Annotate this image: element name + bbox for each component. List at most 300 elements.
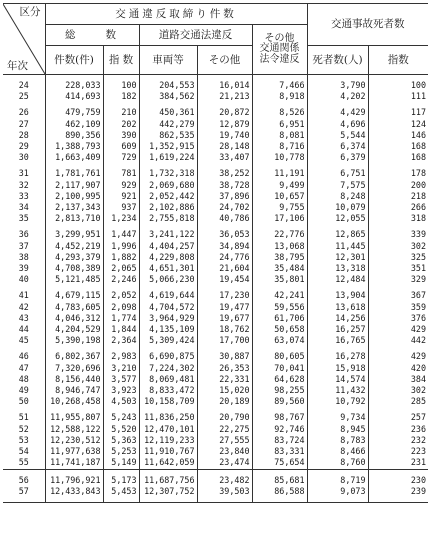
death-index-cell: 302 <box>368 241 428 252</box>
death-index-cell: 367 <box>368 290 428 301</box>
vehicles-cell: 7,224,302 <box>139 363 197 374</box>
table-row <box>3 91 428 102</box>
fatalities-title: 交通事故死者数 <box>307 4 428 46</box>
table-row <box>3 152 428 163</box>
others-cell: 24,702 <box>197 202 252 213</box>
table-header <box>3 4 428 75</box>
others-cell: 15,020 <box>197 385 252 396</box>
year-cell: 34 <box>18 202 29 213</box>
total-cases-cell: 11,796,921 <box>45 475 103 486</box>
death-index-cell: 218 <box>368 191 428 202</box>
deaths-cell: 8,719 <box>307 475 368 486</box>
total-index-cell: 2,364 <box>103 335 139 346</box>
death-index-cell: 200 <box>368 180 428 191</box>
year-cell: 37 <box>18 240 29 251</box>
death-index-cell: 442 <box>368 335 428 346</box>
vehicles-cell: 11,836,250 <box>139 412 197 423</box>
others-cell: 24,776 <box>197 252 252 263</box>
others-cell: 20,790 <box>197 412 252 423</box>
deaths-cell: 16,765 <box>307 335 368 346</box>
total-cases-cell: 12,230,512 <box>45 435 103 446</box>
vehicles-cell: 4,404,257 <box>139 241 197 252</box>
vehicles-cell: 8,833,472 <box>139 385 197 396</box>
deaths-cell: 9,073 <box>307 486 368 497</box>
table-row <box>3 475 428 486</box>
death-index-cell: 236 <box>368 424 428 435</box>
deaths-cell: 12,055 <box>307 213 368 224</box>
others-cell: 19,677 <box>197 313 252 324</box>
others-cell: 22,275 <box>197 424 252 435</box>
vehicles-cell: 11,642,059 <box>139 457 197 469</box>
total-cases-cell: 462,109 <box>45 119 103 130</box>
other-law-cell: 6,951 <box>252 119 307 130</box>
total-label: 総 数 <box>45 25 139 46</box>
table-row <box>3 424 428 435</box>
table-row <box>3 457 428 469</box>
others-cell: 38,252 <box>197 168 252 179</box>
total-cases-cell: 8,946,747 <box>45 385 103 396</box>
table-row <box>3 119 428 130</box>
other-law-cell: 92,746 <box>252 424 307 435</box>
death-index-cell: 178 <box>368 168 428 179</box>
total-index-cell: 921 <box>103 191 139 202</box>
others-cell: 36,053 <box>197 229 252 240</box>
year-cell: 33 <box>18 190 29 201</box>
total-index-cell: 5,453 <box>103 486 139 497</box>
table-row <box>3 446 428 457</box>
others-cell: 19,454 <box>197 274 252 285</box>
year-cell: 29 <box>18 141 29 152</box>
death-index-cell: 239 <box>368 486 428 497</box>
others-cell: 38,728 <box>197 180 252 191</box>
year-cell: 26 <box>18 107 29 118</box>
year-cell: 38 <box>18 251 29 262</box>
total-index-cell: 3,210 <box>103 363 139 374</box>
table-row <box>3 180 428 191</box>
others-cell: 33,407 <box>197 152 252 163</box>
death-index-cell: 111 <box>368 91 428 102</box>
others-cell: 16,014 <box>197 80 252 91</box>
total-cases-cell: 414,693 <box>45 91 103 102</box>
total-index-cell: 202 <box>103 119 139 130</box>
table-row <box>3 486 428 497</box>
deaths-cell: 8,466 <box>307 446 368 457</box>
death-index-cell: 146 <box>368 130 428 141</box>
table-row <box>3 412 428 423</box>
total-index-cell: 100 <box>103 80 139 91</box>
vehicles-cell: 11,910,767 <box>139 446 197 457</box>
others-cell: 30,887 <box>197 351 252 362</box>
total-index-cell: 937 <box>103 202 139 213</box>
others-cell: 40,786 <box>197 213 252 224</box>
total-cases-cell: 8,156,440 <box>45 374 103 385</box>
total-cases-cell: 12,433,843 <box>45 486 103 497</box>
death-index-cell: 318 <box>368 213 428 224</box>
death-index-cell: 325 <box>368 252 428 263</box>
death-index-cell: 329 <box>368 274 428 285</box>
other-law-cell: 8,081 <box>252 130 307 141</box>
total-index-cell: 210 <box>103 107 139 118</box>
vehicles-cell: 1,619,224 <box>139 152 197 163</box>
year-cell: 49 <box>18 385 29 396</box>
total-index-cell: 2,098 <box>103 302 139 313</box>
corner-label-category: 区分 <box>19 6 41 18</box>
bottom-rule <box>3 502 428 503</box>
deaths-cell: 8,783 <box>307 435 368 446</box>
death-index-cell: 230 <box>368 475 428 486</box>
total-cases-cell: 1,663,409 <box>45 152 103 163</box>
other-law-cell: 83,724 <box>252 435 307 446</box>
death-index-cell: 302 <box>368 385 428 396</box>
total-cases-cell: 4,046,312 <box>45 313 103 324</box>
year-cell: 53 <box>18 434 29 445</box>
total-index-cell: 2,052 <box>103 290 139 301</box>
year-cell: 42 <box>18 301 29 312</box>
year-cell: 27 <box>18 118 29 129</box>
others-cell: 20,189 <box>197 396 252 407</box>
other-law-cell: 98,767 <box>252 412 307 423</box>
other-law-cell: 75,654 <box>252 457 307 469</box>
death-index-cell: 351 <box>368 263 428 274</box>
death-index-cell: 266 <box>368 202 428 213</box>
deaths-cell: 13,904 <box>307 290 368 301</box>
vehicles-cell: 5,309,424 <box>139 335 197 346</box>
vehicles-cell: 2,069,680 <box>139 180 197 191</box>
other-law-cell: 9,499 <box>252 180 307 191</box>
other-law-cell: 8,918 <box>252 91 307 102</box>
total-cases-cell: 2,813,710 <box>45 213 103 224</box>
other-law-cell: 11,191 <box>252 168 307 179</box>
total-cases-cell: 1,388,793 <box>45 141 103 152</box>
table-row <box>3 385 428 396</box>
col-vehicles: 車両等 <box>139 46 197 75</box>
death-index-cell: 384 <box>368 374 428 385</box>
vehicles-cell: 12,470,101 <box>139 424 197 435</box>
others-cell: 28,148 <box>197 141 252 152</box>
table-row <box>3 191 428 202</box>
others-cell: 22,331 <box>197 374 252 385</box>
total-cases-cell: 11,977,638 <box>45 446 103 457</box>
other-law-cell: 13,068 <box>252 241 307 252</box>
deaths-cell: 16,257 <box>307 324 368 335</box>
table-row <box>3 363 428 374</box>
death-index-cell: 429 <box>368 324 428 335</box>
others-cell: 19,477 <box>197 302 252 313</box>
other-law-cell: 89,560 <box>252 396 307 407</box>
deaths-cell: 8,760 <box>307 457 368 469</box>
other-law-cell: 8,526 <box>252 107 307 118</box>
deaths-cell: 4,429 <box>307 107 368 118</box>
table-row <box>3 263 428 274</box>
total-cases-cell: 5,121,485 <box>45 274 103 285</box>
traffic-violation-table <box>3 3 428 502</box>
total-cases-cell: 12,588,122 <box>45 424 103 435</box>
total-index-cell: 1,234 <box>103 213 139 224</box>
others-cell: 18,762 <box>197 324 252 335</box>
table-row <box>3 107 428 118</box>
year-cell: 43 <box>18 312 29 323</box>
total-index-cell: 182 <box>103 91 139 102</box>
vehicles-cell: 1,352,915 <box>139 141 197 152</box>
other-law-cell: 10,657 <box>252 191 307 202</box>
other-law-cell: 35,801 <box>252 274 307 285</box>
year-cell: 50 <box>18 396 29 407</box>
total-cases-cell: 2,137,343 <box>45 202 103 213</box>
year-cell: 45 <box>18 335 29 346</box>
table-row <box>3 396 428 407</box>
vehicles-cell: 2,102,886 <box>139 202 197 213</box>
vehicles-cell: 384,562 <box>139 91 197 102</box>
deaths-cell: 8,945 <box>307 424 368 435</box>
other-law-cell: 35,484 <box>252 263 307 274</box>
death-index-cell: 231 <box>368 457 428 469</box>
other-law-cell: 9,755 <box>252 202 307 213</box>
table-row <box>3 274 428 285</box>
others-cell: 21,604 <box>197 263 252 274</box>
deaths-cell: 8,248 <box>307 191 368 202</box>
year-cell: 44 <box>18 324 29 335</box>
vehicles-cell: 2,755,818 <box>139 213 197 224</box>
total-index-cell: 609 <box>103 141 139 152</box>
table-row <box>3 335 428 346</box>
death-index-cell: 124 <box>368 119 428 130</box>
deaths-cell: 12,301 <box>307 252 368 263</box>
total-cases-cell: 4,708,389 <box>45 263 103 274</box>
vehicles-cell: 12,119,233 <box>139 435 197 446</box>
total-cases-cell: 4,204,529 <box>45 324 103 335</box>
corner-label-year: 年次 <box>7 59 28 72</box>
other-law-label-line: その他 <box>264 32 295 44</box>
table-row <box>3 141 428 152</box>
death-index-cell: 359 <box>368 302 428 313</box>
vehicles-cell: 4,651,301 <box>139 263 197 274</box>
deaths-cell: 14,256 <box>307 313 368 324</box>
deaths-cell: 6,751 <box>307 168 368 179</box>
others-cell: 21,213 <box>197 91 252 102</box>
total-index-cell: 729 <box>103 152 139 163</box>
vehicles-cell: 1,732,318 <box>139 168 197 179</box>
table-row <box>3 168 428 179</box>
total-index-cell: 5,149 <box>103 457 139 469</box>
total-index-cell: 1,844 <box>103 324 139 335</box>
total-index-cell: 1,447 <box>103 229 139 240</box>
total-cases-cell: 7,320,696 <box>45 363 103 374</box>
other-law-cell: 64,628 <box>252 374 307 385</box>
other-law-cell: 70,041 <box>252 363 307 374</box>
total-index-cell: 929 <box>103 180 139 191</box>
total-index-cell: 5,243 <box>103 412 139 423</box>
table-row <box>3 229 428 240</box>
year-cell: 39 <box>18 263 29 274</box>
violations-title: 交通違反取締り件数 <box>45 4 307 25</box>
others-cell: 20,872 <box>197 107 252 118</box>
year-cell: 57 <box>18 485 29 496</box>
deaths-cell: 13,618 <box>307 302 368 313</box>
table-row <box>3 302 428 313</box>
other-law-cell: 50,658 <box>252 324 307 335</box>
total-index-cell: 2,065 <box>103 263 139 274</box>
total-cases-cell: 2,117,907 <box>45 180 103 191</box>
other-law-cell: 98,255 <box>252 385 307 396</box>
table-body <box>3 75 428 502</box>
vehicles-cell: 442,279 <box>139 119 197 130</box>
other-law-cell: 86,588 <box>252 486 307 497</box>
other-law-label <box>252 25 307 75</box>
table-row <box>3 241 428 252</box>
table-row <box>3 374 428 385</box>
other-law-cell: 80,605 <box>252 351 307 362</box>
statistics-sheet <box>3 3 428 503</box>
vehicles-cell: 4,229,808 <box>139 252 197 263</box>
total-index-cell: 3,923 <box>103 385 139 396</box>
total-cases-cell: 4,679,115 <box>45 290 103 301</box>
total-cases-cell: 228,033 <box>45 80 103 91</box>
death-index-cell: 420 <box>368 363 428 374</box>
vehicles-cell: 8,069,481 <box>139 374 197 385</box>
others-cell: 23,474 <box>197 457 252 469</box>
year-cell: 47 <box>18 362 29 373</box>
table-row <box>3 130 428 141</box>
deaths-cell: 12,484 <box>307 274 368 285</box>
table-row <box>3 213 428 224</box>
others-cell: 19,740 <box>197 130 252 141</box>
table-row <box>3 313 428 324</box>
year-cell: 52 <box>18 423 29 434</box>
deaths-cell: 10,792 <box>307 396 368 407</box>
vehicles-cell: 3,241,122 <box>139 229 197 240</box>
others-cell: 17,230 <box>197 290 252 301</box>
others-cell: 27,555 <box>197 435 252 446</box>
total-cases-cell: 6,802,367 <box>45 351 103 362</box>
year-cell: 46 <box>18 351 29 362</box>
col-index: 指 数 <box>103 46 139 75</box>
other-law-cell: 17,106 <box>252 213 307 224</box>
vehicles-cell: 450,361 <box>139 107 197 118</box>
other-law-cell: 85,681 <box>252 475 307 486</box>
deaths-cell: 11,432 <box>307 385 368 396</box>
total-cases-cell: 1,781,761 <box>45 168 103 179</box>
death-index-cell: 168 <box>368 152 428 163</box>
table-row <box>3 324 428 335</box>
others-cell: 23,840 <box>197 446 252 457</box>
col-death-index: 指数 <box>368 46 428 75</box>
total-cases-cell: 890,356 <box>45 130 103 141</box>
year-cell: 48 <box>18 373 29 384</box>
total-cases-cell: 11,741,187 <box>45 457 103 469</box>
total-cases-cell: 4,783,605 <box>45 302 103 313</box>
death-index-cell: 257 <box>368 412 428 423</box>
others-cell: 26,353 <box>197 363 252 374</box>
vehicles-cell: 5,066,230 <box>139 274 197 285</box>
others-cell: 23,482 <box>197 475 252 486</box>
vehicles-cell: 6,690,875 <box>139 351 197 362</box>
total-index-cell: 1,774 <box>103 313 139 324</box>
vehicles-cell: 4,619,644 <box>139 290 197 301</box>
death-index-cell: 223 <box>368 446 428 457</box>
total-index-cell: 781 <box>103 168 139 179</box>
year-cell: 28 <box>18 129 29 140</box>
year-cell: 36 <box>18 229 29 240</box>
death-index-cell: 100 <box>368 80 428 91</box>
vehicles-cell: 10,158,709 <box>139 396 197 407</box>
total-index-cell: 5,520 <box>103 424 139 435</box>
deaths-cell: 11,445 <box>307 241 368 252</box>
total-cases-cell: 479,759 <box>45 107 103 118</box>
col-deaths: 死者数(人) <box>307 46 368 75</box>
death-index-cell: 232 <box>368 435 428 446</box>
deaths-cell: 14,574 <box>307 374 368 385</box>
other-law-cell: 7,466 <box>252 80 307 91</box>
deaths-cell: 6,379 <box>307 152 368 163</box>
total-index-cell: 5,363 <box>103 435 139 446</box>
deaths-cell: 13,318 <box>307 263 368 274</box>
total-index-cell: 2,983 <box>103 351 139 362</box>
death-index-cell: 376 <box>368 313 428 324</box>
deaths-cell: 12,865 <box>307 229 368 240</box>
table-row <box>3 202 428 213</box>
table-row <box>3 290 428 301</box>
total-index-cell: 1,882 <box>103 252 139 263</box>
year-cell: 51 <box>18 412 29 423</box>
table-row <box>3 252 428 263</box>
year-cell: 41 <box>18 290 29 301</box>
col-cases: 件数(件) <box>45 46 103 75</box>
other-law-cell: 63,074 <box>252 335 307 346</box>
other-law-cell: 42,241 <box>252 290 307 301</box>
table-row <box>3 435 428 446</box>
deaths-cell: 10,079 <box>307 202 368 213</box>
total-index-cell: 390 <box>103 130 139 141</box>
other-law-cell: 38,795 <box>252 252 307 263</box>
vehicles-cell: 862,535 <box>139 130 197 141</box>
total-cases-cell: 10,268,458 <box>45 396 103 407</box>
deaths-cell: 6,374 <box>307 141 368 152</box>
total-index-cell: 4,503 <box>103 396 139 407</box>
total-cases-cell: 5,390,198 <box>45 335 103 346</box>
vehicles-cell: 12,307,752 <box>139 486 197 497</box>
vehicles-cell: 11,687,756 <box>139 475 197 486</box>
other-law-label-line: 法令違反 <box>259 53 300 65</box>
vehicles-cell: 204,553 <box>139 80 197 91</box>
total-index-cell: 5,173 <box>103 475 139 486</box>
others-cell: 34,894 <box>197 241 252 252</box>
total-index-cell: 5,253 <box>103 446 139 457</box>
total-index-cell: 1,996 <box>103 241 139 252</box>
year-cell: 40 <box>18 274 29 285</box>
year-cell: 35 <box>18 213 29 224</box>
other-law-cell: 59,556 <box>252 302 307 313</box>
year-cell: 32 <box>18 179 29 190</box>
year-cell: 55 <box>18 457 29 468</box>
deaths-cell: 3,790 <box>307 80 368 91</box>
other-law-cell: 10,778 <box>252 152 307 163</box>
deaths-cell: 9,734 <box>307 412 368 423</box>
other-law-cell: 8,716 <box>252 141 307 152</box>
year-cell: 56 <box>18 474 29 485</box>
deaths-cell: 4,202 <box>307 91 368 102</box>
total-cases-cell: 2,100,995 <box>45 191 103 202</box>
death-index-cell: 429 <box>368 351 428 362</box>
vehicles-cell: 2,052,442 <box>139 191 197 202</box>
death-index-cell: 339 <box>368 229 428 240</box>
deaths-cell: 7,575 <box>307 180 368 191</box>
vehicles-cell: 3,964,929 <box>139 313 197 324</box>
deaths-cell: 15,918 <box>307 363 368 374</box>
road-traffic-law-label: 道路交通法違反 <box>139 25 252 46</box>
year-cell: 25 <box>18 91 29 102</box>
deaths-cell: 16,278 <box>307 351 368 362</box>
others-cell: 39,503 <box>197 486 252 497</box>
